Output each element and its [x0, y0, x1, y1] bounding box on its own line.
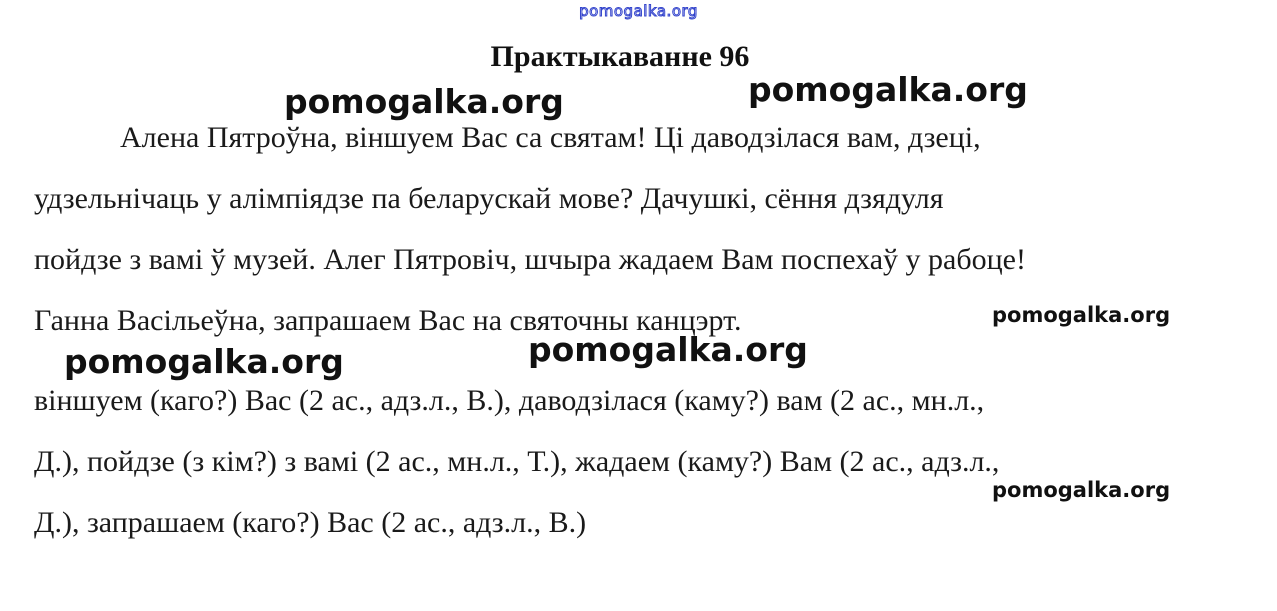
- exercise-title: Практыкаванне 96: [490, 40, 750, 73]
- analysis-line-3: Д.), запрашаем (каго?) Вас (2 ас., адз.л., В.): [34, 506, 587, 539]
- watermark: pomogalka.org: [748, 70, 1028, 109]
- watermark: pomogalka.org: [528, 330, 808, 369]
- watermark: pomogalka.org: [992, 303, 1171, 327]
- exercise-line-3: пойдзе з вамі ў музей. Алег Пятровіч, шчыра жадаем Вам поспехаў у рабоце!: [34, 243, 1026, 276]
- analysis-line-2: Д.), пойдзе (з кім?) з вамі (2 ас., мн.л., Т.), жадаем (каму?) Вам (2 ас., адз.л.,: [34, 445, 1000, 478]
- watermark: pomogalka.org: [992, 478, 1171, 502]
- watermark: pomogalka.org: [284, 82, 564, 121]
- analysis-line-1: віншуем (каго?) Вас (2 ас., адз.л., В.), даводзілася (каму?) вам (2 ас., мн.л.,: [34, 384, 985, 417]
- exercise-line-2: удзельнічаць у алімпіядзе па беларускай мове? Дачушкі, сёння дзядуля: [34, 182, 944, 215]
- watermark: pomogalka.org: [64, 342, 344, 381]
- exercise-line-1: Алена Пятроўна, віншуем Вас са святам! Ці даводзілася вам, дзеці,: [120, 121, 981, 154]
- top-watermark: pomogalka.org: [579, 2, 698, 20]
- exercise-line-4: Ганна Васільеўна, запрашаем Вас на святочны канцэрт.: [34, 304, 742, 337]
